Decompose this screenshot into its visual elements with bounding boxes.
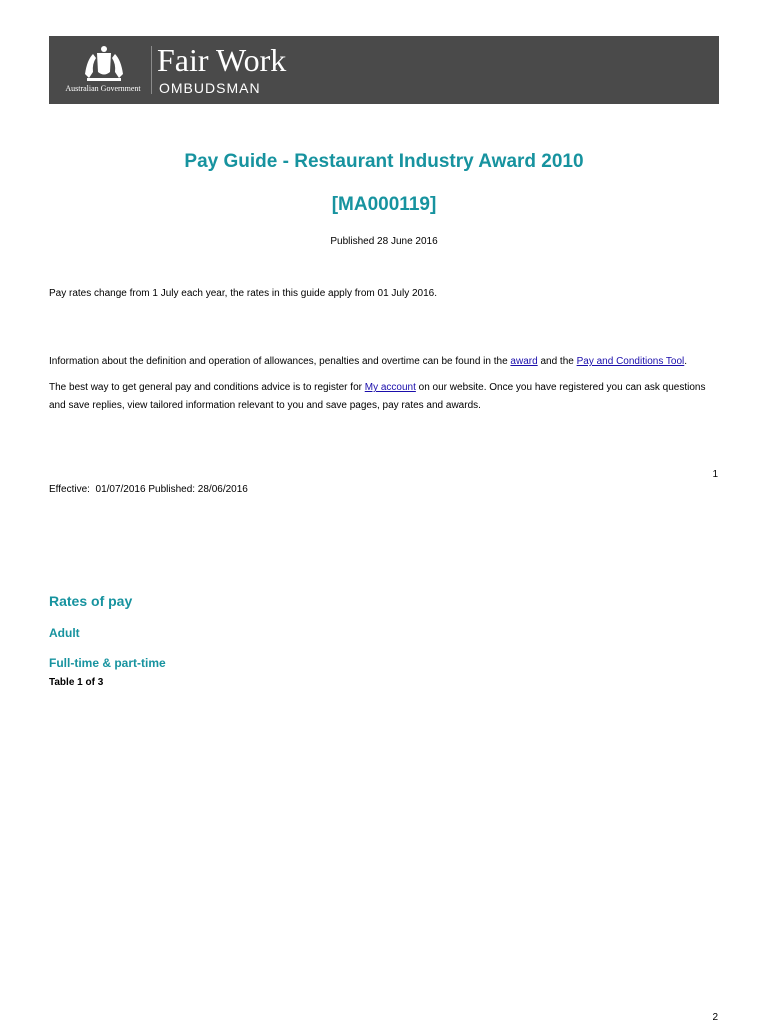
fulltime-parttime-heading: Full-time & part-time: [49, 656, 166, 670]
header-banner: [49, 36, 719, 104]
adult-heading: Adult: [49, 626, 80, 640]
award-link[interactable]: award: [510, 356, 538, 367]
brand-subtitle: OMBUDSMAN: [159, 80, 261, 96]
crest-icon: [79, 44, 129, 86]
published-date: Published 28 June 2016: [330, 236, 438, 247]
rates-of-pay-heading: Rates of pay: [49, 593, 133, 609]
effective-footer: Effective: 01/07/2016 Published: 28/06/2016: [49, 484, 248, 495]
banner-divider: [151, 46, 152, 94]
advice-text-after: on our website. Once you have registered you can ask questions and save replies, view tailored information relevant to you and save pages, pay rates and awards.: [49, 382, 706, 411]
info-text-middle: and the: [537, 356, 577, 367]
government-label: Australian Government: [65, 84, 141, 93]
table-caption: Table 1 of 3: [49, 677, 104, 688]
brand-name: Fair Work: [157, 42, 287, 78]
info-paragraph: [49, 353, 719, 371]
award-code: [MA000119]: [331, 194, 437, 215]
page-number: 1: [712, 469, 718, 480]
advice-paragraph: [49, 379, 719, 415]
pay-conditions-tool-link[interactable]: Pay and Conditions Tool: [576, 356, 685, 367]
intro-paragraph: Pay rates change from 1 July each year, the rates in this guide apply from 01 July 2016.: [49, 288, 437, 299]
my-account-link[interactable]: My account: [364, 382, 416, 393]
info-text-after: .: [684, 356, 688, 367]
info-text-before: Information about the definition and operation of allowances, penalties and overtime can be found in the: [49, 356, 511, 367]
advice-text-before: The best way to get general pay and conditions advice is to register for: [49, 382, 365, 393]
page-title: Pay Guide - Restaurant Industry Award 2010: [184, 151, 584, 172]
page-number: 2: [712, 1012, 718, 1023]
